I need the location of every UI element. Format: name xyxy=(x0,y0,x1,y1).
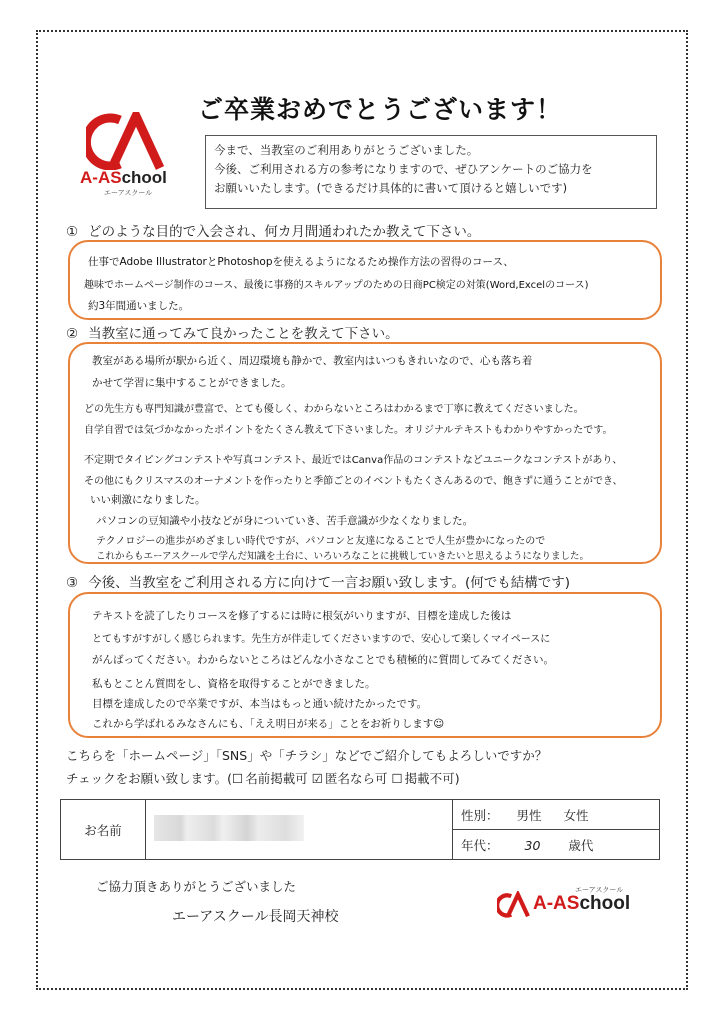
age-value: 30 xyxy=(524,837,541,853)
footer-logo-mark-icon xyxy=(497,891,533,919)
answer-2-line: どの先生方も専門知識が豊富で、とても優しく、わからないところはわかるまで丁寧に教えてくださいました。 xyxy=(84,404,584,415)
logo-kana: エーアスクール xyxy=(104,189,153,197)
answer-2-line: 不定期でタイピングコンテストや写真コンテスト、最近ではCanva作品のコンテストなどユニークなコンテストがあり、 xyxy=(84,455,623,466)
gender-female-circled: 女性 xyxy=(563,807,589,823)
answer-2-line: これからもエーアスクールで学んだ知識を土台に、いろいろなことに挑戦していきたいと思えるようになりました。 xyxy=(96,551,589,562)
intro-line: 今まで、当教室のご利用ありがとうございました。 xyxy=(214,143,479,157)
consent-question: こちらを「ホームページ」「SNS」や「チラシ」などでご紹介してもよろしいですか？ xyxy=(66,748,548,763)
intro-line: お願いいたします。(できるだけ具体的に書いて頂けると嬉しいです) xyxy=(214,181,568,195)
answer-3-line: これから学ばれるみなさんにも、「ええ明日が来る」ことをお祈りします☺ xyxy=(92,718,445,730)
answer-3-line: とてもすがすがしく感じられます。先生方が伴走してくださいますので、安心して楽しくマイペースに xyxy=(92,634,551,645)
blurred-name xyxy=(154,815,304,841)
footer-logo-kana: エーアスクール xyxy=(575,886,624,894)
intro-box xyxy=(205,135,657,209)
logo-mark-icon xyxy=(86,112,172,170)
page-title: ご卒業おめでとうございます！ xyxy=(198,95,563,124)
answer-2-line: 教室がある場所が駅から近く、周辺環境も静かで、教室内はいつもきれいなので、心も落ち着 xyxy=(92,355,533,367)
answer-3-line: テキストを読了したりコースを修了するには時に根気がいりますが、目標を達成した後は xyxy=(92,610,512,622)
answer-2-line: パソコンの豆知識や小技などが身についていき、苦手意識が少なくなりました。 xyxy=(96,515,474,527)
age-cell: 年代： 30 歳代 xyxy=(453,830,660,860)
answer-3-line: 私もとことん質問をし、資格を取得することができました。 xyxy=(92,678,376,690)
checkbox-anonymous-ok[interactable]: ☑ xyxy=(311,771,323,786)
thanks-text: ご協力頂きありがとうございました xyxy=(96,879,297,894)
name-field xyxy=(146,800,453,860)
answer-2-line: いい刺激になりました。 xyxy=(90,494,206,506)
header-logo xyxy=(80,112,180,197)
answer-2-line: テクノロジーの進歩がめざましい時代ですが、パソコンと友達になることで人生が豊かになったので xyxy=(96,536,546,547)
footer-logo xyxy=(497,885,667,923)
consent-options: チェックをお願い致します。(☐ 名前掲載可 ☑ 匿名なら可 ☐ 掲載不可) xyxy=(66,771,460,786)
answer-3-line: がんばってください。わからないところはどんな小さなことでも積極的に質問してみてください。 xyxy=(92,654,554,666)
checkbox-not-ok[interactable]: ☐ xyxy=(391,771,403,786)
answer-1-line: 仕事でAdobe IllustratorとPhotoshopを使えるようになるため操作方法の習得のコース、 xyxy=(88,256,514,268)
question-3: ③ 今後、当教室をご利用される方に向けて一言お願い致します。(何でも結構です) xyxy=(66,575,571,591)
answer-2-line: かせて学習に集中することができました。 xyxy=(92,377,292,389)
answer-2-line: 自学自習では気づかなかったポイントをたくさん教えて下さいました。オリジナルテキストもわかりやすかったです。 xyxy=(84,425,613,436)
age-unit: 歳代 xyxy=(568,837,594,853)
school-name: エーアスクール長岡天神校 xyxy=(172,909,339,925)
respondent-table xyxy=(60,799,660,860)
gender-cell: 性別： 男性 女性 xyxy=(453,800,660,830)
intro-line: 今後、ご利用される方の参考になりますので、ぜひアンケートのご協力を xyxy=(214,162,593,176)
checkbox-name-ok[interactable]: ☐ xyxy=(232,771,244,786)
logo-text: A-ASchool xyxy=(80,168,167,187)
answer-3-line: 目標を達成したので卒業ですが、本当はもっと通い続けたかったです。 xyxy=(92,698,428,710)
question-1: ① どのような目的で入会され、何カ月間通われたか教えて下さい。 xyxy=(66,224,481,240)
question-2: ② 当教室に通ってみて良かったことを教えて下さい。 xyxy=(66,326,399,342)
answer-1-line: 約3年間通いました。 xyxy=(88,300,190,312)
name-label: お名前 xyxy=(61,800,146,860)
answer-2-line: その他にもクリスマスのオーナメントを作ったりと季節ごとのイベントもたくさんあるので、飽きずに通うことができ、 xyxy=(84,476,623,487)
gender-male: 男性 xyxy=(516,807,542,823)
footer-logo-text: A-ASchool xyxy=(533,893,631,914)
answer-1-line: 趣味でホームページ制作のコース、最後に事務的スキルアップのための日商PC検定の対策(Word,Excelのコース) xyxy=(84,280,589,291)
